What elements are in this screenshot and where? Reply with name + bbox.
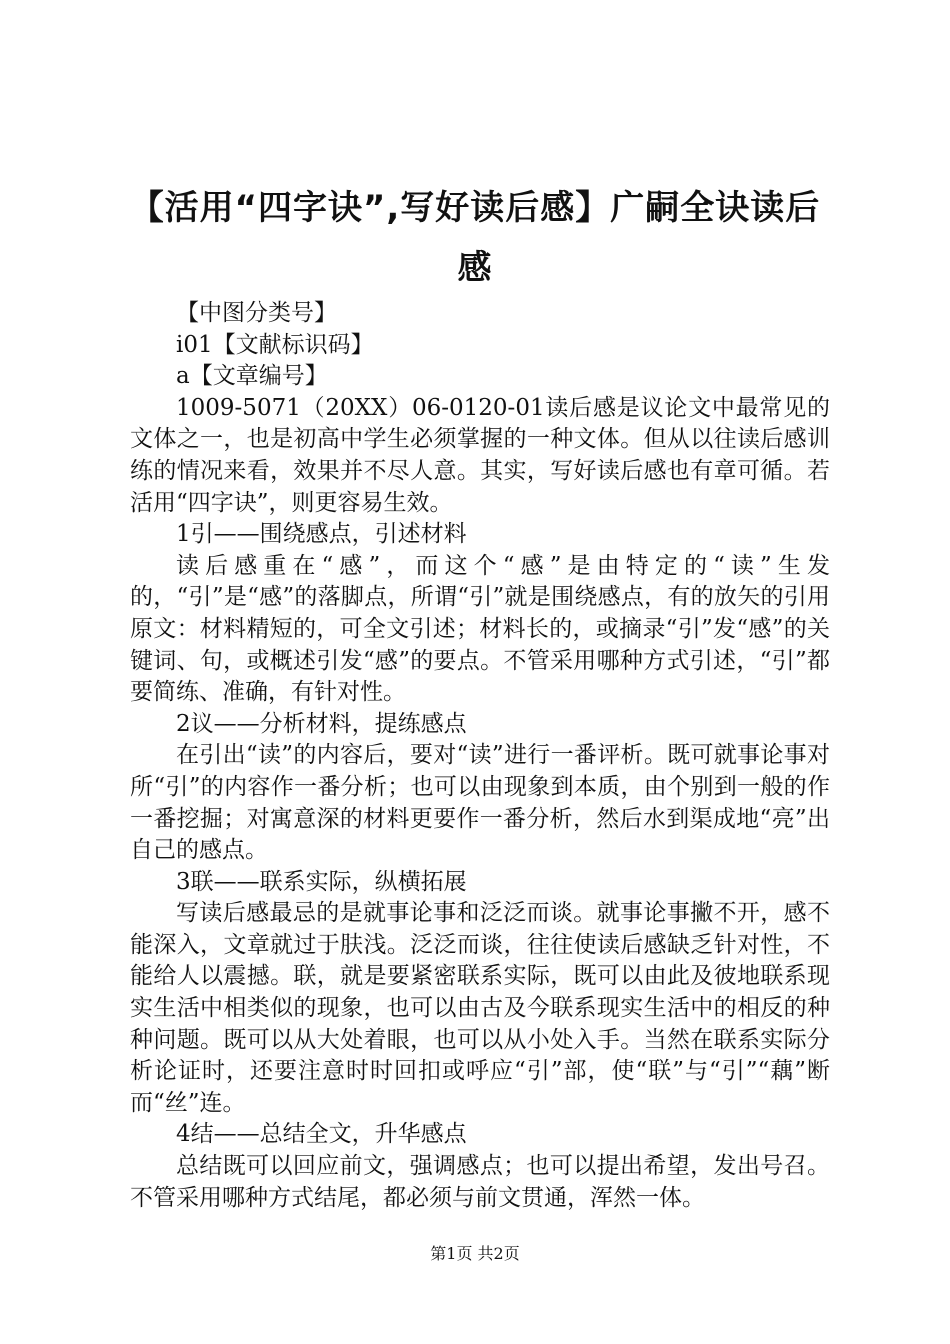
paragraph: i01【文献标识码】 <box>176 331 374 358</box>
paragraph: 在引出“读”的内容后，要对“读”进行一番评析。既可就事论事对所“引”的内容作一番分析；也可以由现象到本质，由个别到一般的作一番挖掘；对寓意深的材料更要作一番分析，然后水到渠成地“亮”出自己的感点。 <box>130 742 830 864</box>
paragraph: 读后感重在“感”，而这个“感”是由特定的“读”生发的，“引”是“感”的落脚点，所谓“引”就是围绕感点，有的放矢的引用原文：材料精短的，可全文引述；材料长的，或摘录“引”发“感”的关键词、句，或概述引发“感”的要点。不管采用哪种方式引述，“引”都要简练、准确，有针对性。 <box>130 552 830 706</box>
paragraph: 【中图分类号】 <box>176 300 337 326</box>
document-title: 【活用“四字诀”,写好读后感】广嗣全诀读后感 <box>129 188 821 288</box>
paragraph: 1009-5071（20XX）06-0120-01读后感是议论文中最常见的文体之一，也是初高中学生必须掌握的一种文体。但从以往读后感训练的情况来看，效果并不尽人意。其实，写好读后感也有章可循。若活用“四字诀”，则更容易生效。 <box>130 394 830 516</box>
section-heading: 3联——联系实际，纵横拓展 <box>176 868 467 895</box>
paragraph: a【文章编号】 <box>176 363 328 390</box>
section-heading: 2议——分析材料，提练感点 <box>176 710 467 737</box>
paragraph: 写读后感最忌的是就事论事和泛泛而谈。就事论事撇不开，感不能深入，文章就过于肤浅。泛泛而谈，往往使读后感缺乏针对性，不能给人以震撼。联，就是要紧密联系实际，既可以由此及彼地联系现实生活中相类似的现象，也可以由古及今联系现实生活中的相反的种种问题。既可以从大处着眼，也可以从小处入手。当然在联系实际分析论证时，还要注意时时回扣或呼应“引”部，使“联”与“引”“藕”断而“丝”连。 <box>130 900 830 1116</box>
document-body <box>130 298 830 1214</box>
paragraph: 总结既可以回应前文，强调感点；也可以提出希望，发出号召。不管采用哪种方式结尾，都必须与前文贯通，浑然一体。 <box>130 1153 830 1211</box>
section-heading: 4结——总结全文，升华感点 <box>176 1121 467 1148</box>
section-heading: 1引——围绕感点，引述材料 <box>176 521 467 548</box>
page-footer: 第1页 共2页 <box>430 1244 520 1263</box>
